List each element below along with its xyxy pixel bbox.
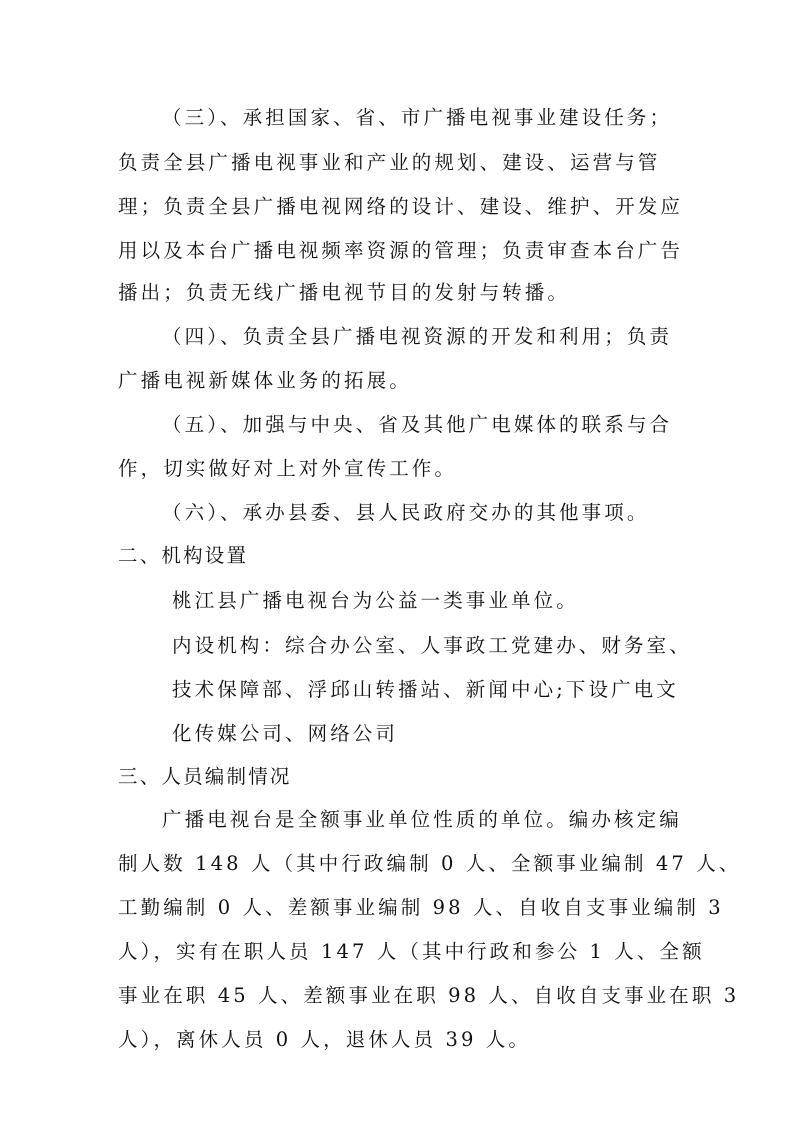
paragraph-organization-line-2: 内设机构：综合办公室、人事政工党建办、财务室、 (172, 634, 692, 657)
paragraph-staffing-line-4: 人），实有在职人员 147 人（其中行政和参公 1 人、全额 (118, 940, 705, 963)
paragraph-duty-3-line-1: （三）、承担国家、省、市广播电视事业建设任务； (162, 106, 673, 129)
paragraph-staffing-line-2: 制人数 148 人（其中行政编制 0 人、全额事业编制 47 人、 (118, 852, 742, 875)
paragraph-organization-line-3: 技术保障部、浮邱山转播站、新闻中心;下设广电文 (172, 678, 679, 701)
paragraph-duty-3-line-2: 负责全县广播电视事业和产业的规划、建设、运营与管 (118, 151, 661, 174)
paragraph-staffing-line-1: 广播电视台是全额事业单位性质的单位。编办核定编 (162, 808, 682, 831)
paragraph-duty-3-line-5: 播出；负责无线广播电视节目的发射与转播。 (118, 281, 571, 304)
section-heading-organization: 二、机构设置 (118, 544, 249, 567)
paragraph-staffing-line-5: 事业在职 45 人、差额事业在职 98 人、自收自支事业在职 3 (118, 984, 740, 1007)
paragraph-duty-3-line-3: 理；负责全县广播电视网络的设计、建设、维护、开发应 (118, 195, 684, 218)
paragraph-staffing-line-3: 工勤编制 0 人、差额事业编制 98 人、自收自支事业编制 3 (118, 896, 724, 919)
section-heading-staffing: 三、人员编制情况 (118, 765, 292, 788)
paragraph-duty-3-line-4: 用以及本台广播电视频率资源的管理；负责审查本台广告 (118, 239, 684, 262)
paragraph-organization-line-4: 化传媒公司、网络公司 (172, 722, 399, 745)
paragraph-duty-4-line-1: （四）、负责全县广播电视资源的开发和利用；负责 (162, 325, 673, 348)
paragraph-staffing-line-6: 人），离休人员 0 人，退休人员 39 人。 (118, 1028, 531, 1051)
paragraph-duty-5-line-1: （五）、加强与中央、省及其他广电媒体的联系与合 (162, 413, 673, 436)
paragraph-organization-line-1: 桃江县广播电视台为公益一类事业单位。 (172, 589, 579, 612)
paragraph-duty-5-line-2: 作，切实做好对上对外宣传工作。 (118, 457, 458, 480)
paragraph-duty-6-line-1: （六）、承办县委、县人民政府交办的其他事项。 (162, 501, 650, 524)
paragraph-duty-4-line-2: 广播电视新媒体业务的拓展。 (118, 369, 412, 392)
